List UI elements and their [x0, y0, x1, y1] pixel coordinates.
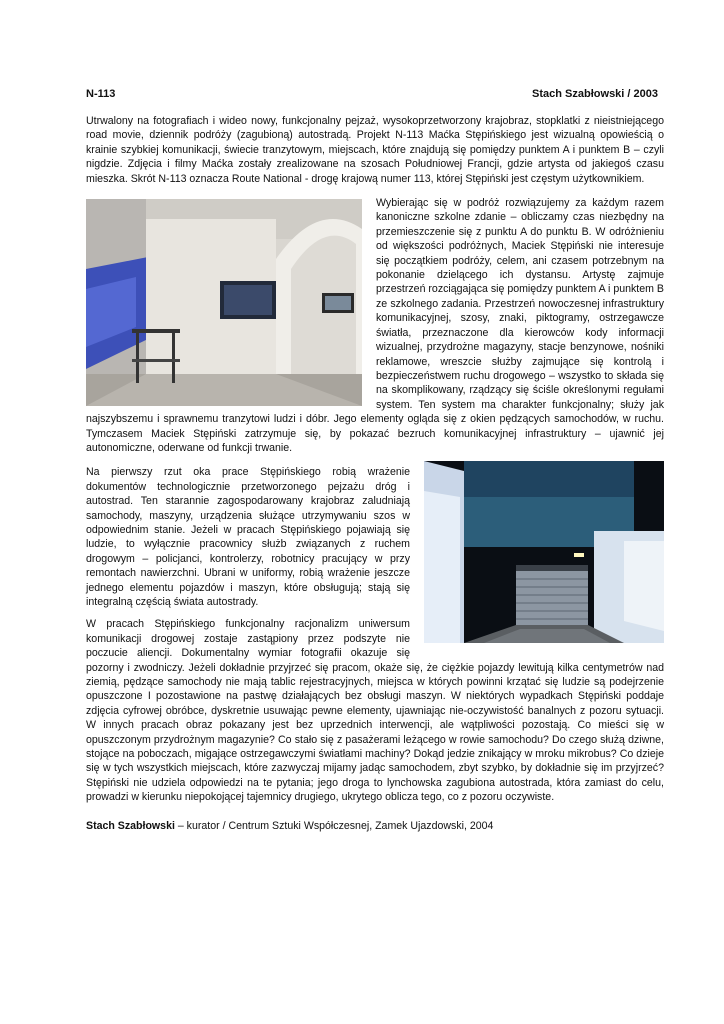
article-body — [86, 114, 664, 833]
credit-author-name: Stach Szabłowski — [86, 819, 175, 832]
author-credit — [86, 819, 664, 833]
author-year: Stach Szabłowski / 2003 — [532, 88, 658, 100]
credit-affiliation: – kurator / Centrum Sztuki Współczesnej, Zamek Ujazdowski, 2004 — [174, 819, 494, 832]
document-title: N-113 — [86, 88, 116, 100]
paragraph-alienation: W pracach Stępińskiego funkcjonalny racjonalizm uniwersum komunikacji drogowej zostaje zastąpiony przez podszyte nie poczucie aliencji. Dokumentalny wymiar fotografii okazuje się pozorny i zwodniczy. Jeżeli dokładnie przyjrzeć się pracom, okaże się, że ciężkie pojazdy lewitują kilka centymetrów nad ziemią, pędzące samochody nie mają tablic rejestracyjnych, miejsca w których powinni krzątać się ludzie są podejrzenie opuszczone I pozostawione na pastwę działających bez obsługi maszyn. W niektórych wypadkach Stępiński poddaje zdjęcia cyfrowej obróbce, dyskretnie usuwając pewne elementy, ujawniając nie-oczywistość banalnych z pozoru sytuacji. W innych pracach obraz pokazany jest bez uprzednich interwencji, ale wątpliwości pozostają. Co mieści się w opuszczonym przydrożnym magazynie? Co stało się z pasażerami leżącego w rowie samochodu? Do czego służą dziwne, stojące na poboczach, migające ostrzegawczymi światłami machiny? Dokąd jedzie znikający w mroku mikrobus? Co dzieje się w tych wszystkich miejscach, które zazwyczaj mijamy jadąc samochodem, zbyt szybko, by dokładnie się im przyjrzeć? Stępiński nie udziela odpowiedzi na te pytania; jego droga to lynchowska zagubiona autostrada, która zamiast do celu, prowadzi w kierunku niepokojącej tajemnicy drugiego, ukrytego oblicza tego, co z pozoru oczywiste. — [86, 618, 664, 804]
gallery-installation-photo — [86, 199, 362, 406]
paragraph-documents: Na pierwszy rzut oka prace Stępińskiego robią wrażenie dokumentów technologicznie przetworzonego pejzażu dróg i autostrad. Ten starannie zagospodarowany krajobraz zaludniają samochody, maszyny, urządzenia służące utrzymywaniu szos w odpowiednim stanie. Jeżeli w pracach Stępińskiego pojawiają się ludzie, to wyłącznie pracownicy służb związanych z ruchem drogowym – policjanci, kontrolerzy, robotnicy pracujący w przy remontach nawierzchni. Ubrani w uniformy, robią wrażenie jeszcze jednego elementu pojazdów i maszyn, które obsługują; stają się integralną częścią świata autostrady. — [86, 466, 410, 608]
garage-entrance-photo — [424, 461, 664, 643]
page-header — [86, 88, 658, 100]
paragraph-intro: Utrwalony na fotografiach i wideo nowy, funkcjonalny pejzaż, wysokoprzetworzony krajobraz, stopklatki z nieistniejącego road movie, dziennik podróży (zagubioną) autostradą. Projekt N-113 Maćka Stępińskiego jest wizualną opowieścią o krainie szybkiej komunikacji, świecie tranzytowym, miejscach, które znajdują się pomiędzy punktem A i punktem B – czyli nigdzie. Zdjęcia i filmy Maćka zostały zrealizowane na szosach Południowej Francji, gdzie artysta od jakiegoś czasu mieszka. Skrót N-113 oznacza Route National - drogę krajową numer 113, której Stępiński jest częstym użytkownikiem. — [86, 115, 664, 185]
paragraph-journey: Wybierając się w podróż rozwiązujemy za każdym razem kanoniczne szkolne zdanie – obliczamy czas niezbędny na przemieszczenie się z punktu A do punktu B. W odróżnieniu od większości podróżnych, Maciek Stępiński nie interesuje się początkiem podróży, celem, ani czasem potrzebnym na pokonanie dzielącego ich dystansu. Artystę zajmuje przestrzeń rozciągająca się pomiędzy punktem A i punktem B ze szkolnego zadania. Przestrzeń nowoczesnej infrastruktury komunikacyjnej, szosy, znaki, piktogramy, ostrzegawcze światła, przeznaczone dla kierowców kody informacji wizualnej, przydrożne magazyny, stacje benzynowe, nośniki reklamowe, wreszcie służby zajmujące się kontrolą i bezpieczeństwem ruchu drogowego – wszystko to składa się na skomplikowany, rządzący się ściśle określonymi regułami system. Ten system ma charakter funkcjonalny; służy jak najszybszemu i sprawnemu tranzytowi ludzi i dóbr. Jego elementy ogląda się z okien pędzących samochodów, w ruchu. Tymczasem Maciek Stępiński zatrzymuje się, by pokazać bezruch komunikacyjnej infrastruktury – ujawnić jej autonomiczne, oderwane od funkcji trwanie. — [86, 197, 664, 454]
